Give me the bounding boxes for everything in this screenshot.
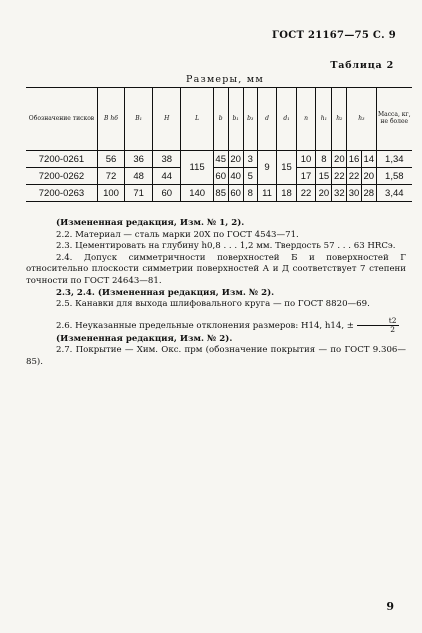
col-header-d: d	[257, 88, 276, 151]
cell-n: 17	[296, 168, 315, 185]
col-header-L: L	[181, 88, 213, 151]
cell-h1: 15	[316, 168, 332, 185]
revision-note: (Измененная редакция, Изм. № 2).	[56, 333, 233, 344]
cell-d1: 18	[277, 185, 296, 202]
document-body	[26, 218, 406, 368]
cell-H: 44	[153, 168, 181, 185]
cell-h4: 28	[361, 185, 376, 202]
col-header-b: b	[213, 88, 228, 151]
cell-h2: 32	[332, 185, 347, 202]
clause-2-6-text: 2.6. Неуказанные предельные отклонения размеров: H14, h14, ±	[56, 320, 355, 331]
cell-mass: 3,44	[376, 185, 412, 202]
col-header-b1: b₁	[228, 88, 243, 151]
revision-note: (Измененная редакция, Изм. № 1, 2).	[56, 218, 245, 228]
col-header-h3: h₃	[347, 88, 376, 151]
cell-b: 85	[213, 185, 228, 202]
cell-h3: 16	[347, 151, 362, 168]
revision-note: 2.3, 2.4. (Измененная редакция, Изм. № 2).	[56, 287, 275, 298]
cell-designation: 7200-0263	[26, 185, 97, 202]
table-units-caption: Размеры, мм	[186, 74, 264, 85]
cell-h1: 20	[316, 185, 332, 202]
cell-B: 72	[97, 168, 124, 185]
col-header-d1: d₁	[277, 88, 296, 151]
cell-h2: 20	[332, 151, 347, 168]
col-header-H: H	[153, 88, 181, 151]
cell-d: 11	[257, 185, 276, 202]
cell-B1: 71	[125, 185, 153, 202]
table-row	[26, 168, 412, 185]
cell-b: 60	[213, 168, 228, 185]
cell-b3: 3	[243, 151, 257, 168]
cell-b1: 60	[228, 185, 243, 202]
tolerance-fraction	[357, 317, 399, 334]
cell-n: 22	[296, 185, 315, 202]
col-header-B1: B₁	[125, 88, 153, 151]
clause-2-5: 2.5. Канавки для выхода шлифовального круга — по ГОСТ 8820—69.	[56, 299, 370, 310]
clause-2-6	[26, 317, 406, 334]
cell-L: 140	[181, 185, 213, 202]
cell-B1: 48	[125, 168, 153, 185]
cell-L: 115	[181, 151, 213, 185]
clause-2-7: 2.7. Покрытие — Хим. Окс. прм (обозначение покрытия — по ГОСТ 9.306—85).	[26, 345, 406, 367]
table-row	[26, 151, 412, 168]
document-reference: ГОСТ 21167—75 С. 9	[272, 30, 396, 41]
cell-d: 9	[257, 151, 276, 185]
cell-H: 60	[153, 185, 181, 202]
cell-B: 100	[97, 185, 124, 202]
clause-2-3: 2.3. Цементировать на глубину h0,8 . . . 1,2 мм. Твердость 57 . . . 63 HRCэ.	[56, 241, 396, 252]
col-header-b3: b₃	[243, 88, 257, 151]
cell-h1: 8	[316, 151, 332, 168]
cell-mass: 1,34	[376, 151, 412, 168]
clause-2-4: 2.4. Допуск симметричности поверхностей Б и поверхностей Г относительно плоскости симметрии поверхностей А и Д соответствует 7 степени точности по ГОСТ 24643—81.	[26, 252, 406, 286]
fraction-numerator: t2	[357, 317, 399, 326]
cell-b: 45	[213, 151, 228, 168]
cell-h2: 22	[332, 168, 347, 185]
cell-B1: 36	[125, 151, 153, 168]
cell-mass: 1,58	[376, 168, 412, 185]
col-header-mass: Масса, кг, не более	[376, 88, 412, 151]
cell-h3: 22	[347, 168, 362, 185]
fraction-denominator: 2	[390, 324, 396, 334]
cell-H: 38	[153, 151, 181, 168]
cell-b3: 8	[243, 185, 257, 202]
col-header-n: n	[296, 88, 315, 151]
cell-h4: 14	[361, 151, 376, 168]
clause-2-2: 2.2. Материал — сталь марки 20Х по ГОСТ 4543—71.	[56, 229, 299, 240]
col-header-designation: Обозначение тисков	[26, 88, 97, 151]
page-number: 9	[386, 600, 394, 613]
table-row	[26, 185, 412, 202]
dimensions-table	[26, 87, 412, 202]
cell-h3: 30	[347, 185, 362, 202]
cell-designation: 7200-0262	[26, 168, 97, 185]
cell-b3: 5	[243, 168, 257, 185]
cell-b1: 20	[228, 151, 243, 168]
cell-n: 10	[296, 151, 315, 168]
col-header-h1: h₁	[316, 88, 332, 151]
col-header-h2: h₂	[332, 88, 347, 151]
cell-designation: 7200-0261	[38, 153, 85, 165]
col-header-B: B h6	[97, 88, 124, 151]
table-number-label: Таблица 2	[330, 60, 394, 71]
table-header-row	[26, 88, 412, 151]
cell-b1: 40	[228, 168, 243, 185]
cell-B: 56	[97, 151, 124, 168]
cell-h4: 20	[361, 168, 376, 185]
cell-d1: 15	[277, 151, 296, 185]
